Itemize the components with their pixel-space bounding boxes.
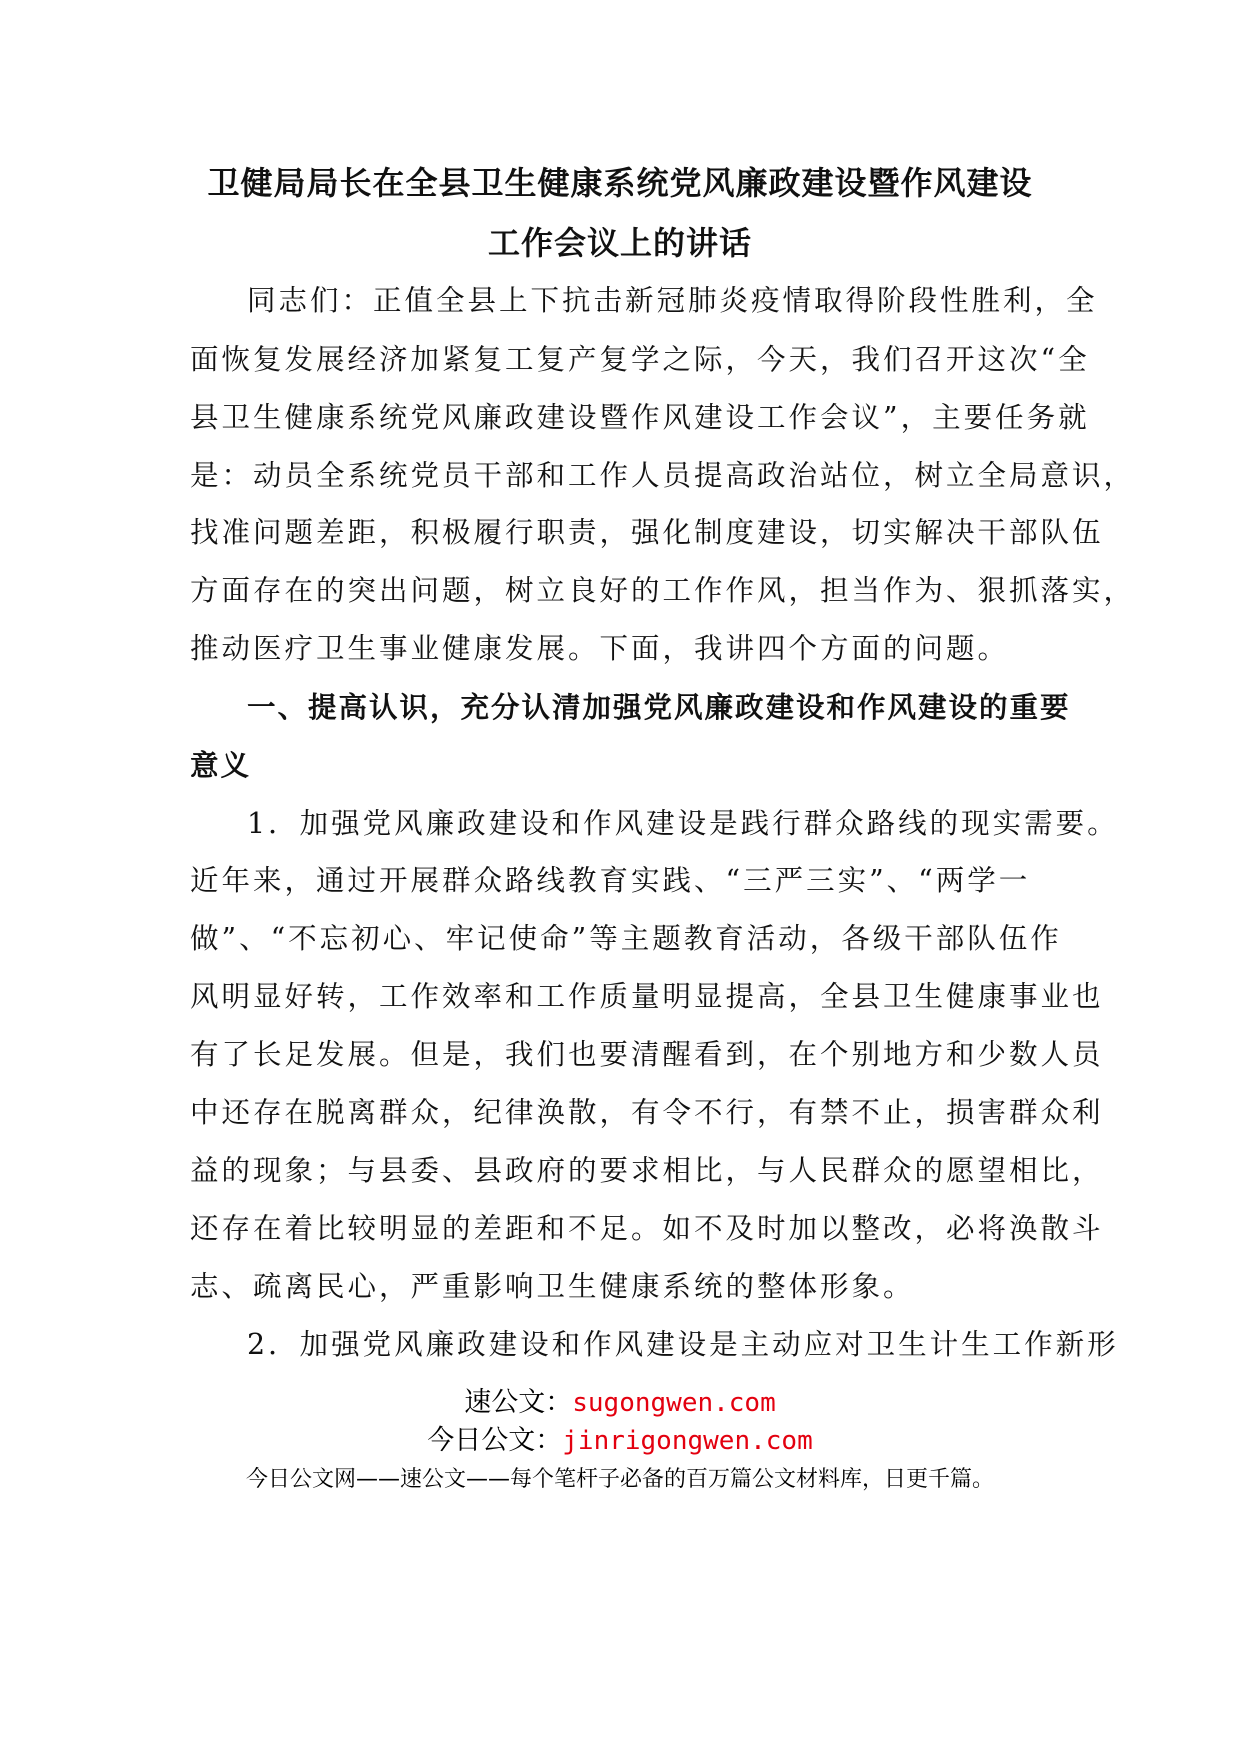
point2-line: 2．加强党风廉政建设和作风建设是主动应对卫生计生工作新形: [247, 1328, 1119, 1361]
footer-link-jinrigongwen[interactable]: jinrigongwen.com: [562, 1426, 813, 1456]
document-title-line2: 工作会议上的讲话: [487, 224, 752, 262]
point1-line: 有了长足发展。但是，我们也要清醒看到，在个别地方和少数人员: [190, 1038, 1104, 1071]
section-heading-line1: 一、提高认识，充分认清加强党风廉政建设和作风建设的重要: [247, 691, 1071, 724]
intro-line: 面恢复发展经济加紧复工复产复学之际，今天，我们召开这次“全: [190, 343, 1090, 376]
point1-line: 还存在着比较明显的差距和不足。如不及时加以整改，必将涣散斗: [190, 1212, 1104, 1245]
intro-line: 县卫生健康系统党风廉政建设暨作风建设工作会议”，主要任务就: [190, 401, 1090, 434]
point1-line: 中还存在脱离群众，纪律涣散，有令不行，有禁不止，损害群众利: [190, 1096, 1104, 1129]
point1-line: 1．加强党风廉政建设和作风建设是践行群众路线的现实需要。: [247, 807, 1119, 840]
point1-line: 益的现象；与县委、县政府的要求相比，与人民群众的愿望相比，: [190, 1154, 1104, 1187]
point1-line: 志、疏离民心，严重影响卫生健康系统的整体形象。: [190, 1270, 915, 1303]
intro-line: 同志们：正值全县上下抗击新冠肺炎疫情取得阶段性胜利，全: [247, 284, 1098, 317]
footer-label-jinrigongwen: 今日公文：: [427, 1425, 563, 1456]
section-heading-line2: 意义: [190, 749, 252, 782]
footer-jinrigongwen: [0, 1418, 1240, 1457]
footer-slogan: 今日公文网——速公文——每个笔杆子必备的百万篇公文材料库，日更千篇。: [245, 1467, 994, 1492]
intro-line: 找准问题差距，积极履行职责，强化制度建设，切实解决干部队伍: [190, 516, 1104, 549]
intro-line: 推动医疗卫生事业健康发展。下面，我讲四个方面的问题。: [190, 632, 1010, 665]
intro-line: 是：动员全系统党员干部和工作人员提高政治站位，树立全局意识，: [190, 459, 1136, 492]
point1-line: 近年来，通过开展群众路线教育实践、“三严三实”、“两学一: [190, 864, 1031, 897]
document-title-line1: 卫健局局长在全县卫生健康系统党风廉政建设暨作风建设: [207, 164, 1033, 202]
point1-line: 做”、“不忘初心、牢记使命”等主题教育活动，各级干部队伍作: [190, 922, 1062, 955]
footer-label-sugongwen: 速公文：: [464, 1387, 573, 1418]
footer-sugongwen: [0, 1380, 1240, 1419]
intro-line: 方面存在的突出问题，树立良好的工作作风，担当作为、狠抓落实，: [190, 574, 1136, 607]
point1-line: 风明显好转，工作效率和工作质量明显提高，全县卫生健康事业也: [190, 980, 1104, 1013]
footer-link-sugongwen[interactable]: sugongwen.com: [572, 1388, 776, 1418]
